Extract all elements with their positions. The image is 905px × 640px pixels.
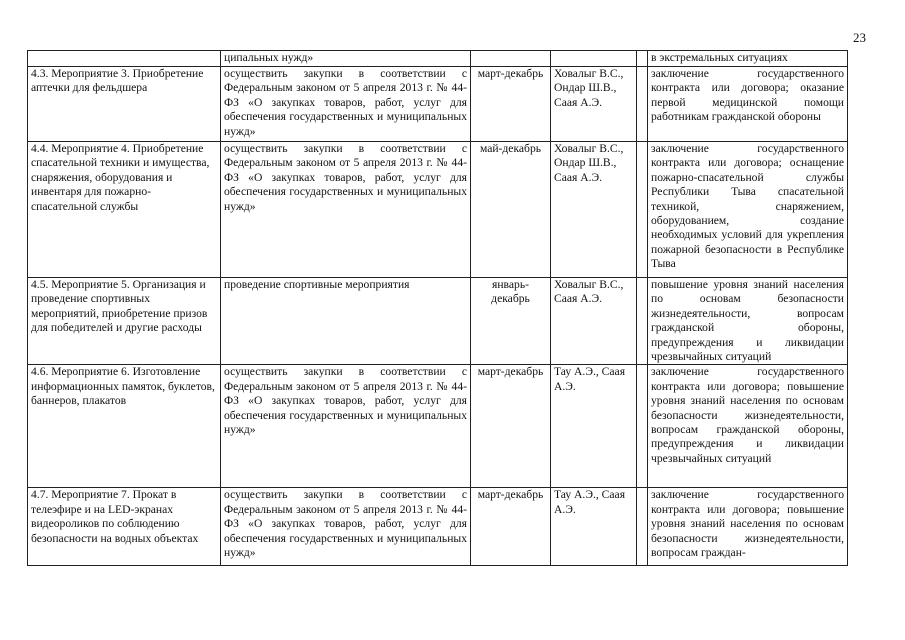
period-cell: март-декабрь	[471, 67, 551, 142]
measure-cell: 4.6. Мероприятие 6. Изготовление информационных памяток, буклетов, баннеров, плакатов	[28, 365, 221, 488]
action-cell: осуществить закупки в соответствии с Федеральным законом от 5 апреля 2013 г. № 44-ФЗ «О закупках товаров, работ, услуг для обеспечения государственных и муниципальных нужд»	[221, 488, 471, 566]
gap-cell	[637, 51, 648, 67]
result-cell: заключение государственного контракта или договора; повышение уровня знаний населения по основам безопасности жизнедеятельности, вопросам граждан-	[648, 488, 848, 566]
gap-cell	[637, 365, 648, 488]
period-cell	[471, 51, 551, 67]
period-cell: май-декабрь	[471, 142, 551, 278]
responsible-cell: Ховалыг В.С., Ондар Ш.В., Саая А.Э.	[551, 142, 637, 278]
result-cell: в экстремальных ситуациях	[648, 51, 848, 67]
gap-cell	[637, 488, 648, 566]
action-cell: осуществить закупки в соответствии с Федеральным законом от 5 апреля 2013 г. № 44-ФЗ «О закупках товаров, работ, услуг для обеспечения государственных и муниципальных нужд»	[221, 67, 471, 142]
period-cell: март-декабрь	[471, 365, 551, 488]
action-cell: проведение спортивные мероприятия	[221, 278, 471, 365]
responsible-cell: Тау А.Э., Саая А.Э.	[551, 365, 637, 488]
responsible-cell: Ховалыг В.С., Саая А.Э.	[551, 278, 637, 365]
measure-cell: 4.7. Мероприятие 7. Прокат в телеэфире и на LED-экранах видеороликов по соблюдению безопасности на водных объектах	[28, 488, 221, 566]
responsible-cell	[551, 51, 637, 67]
result-cell: заключение государственного контракта или договора; повышение уровня знаний населения по основам безопасности жизнедеятельности, вопросам гражданской обороны, предупреждения и ликвидации чрезвычайных ситуаций	[648, 365, 848, 488]
measure-cell: 4.5. Мероприятие 5. Организация и проведение спортивных мероприятий, приобретение призов для победителей и другие расходы	[28, 278, 221, 365]
gap-cell	[637, 278, 648, 365]
measure-cell: 4.3. Мероприятие 3. Приобретение аптечки для фельдшера	[28, 67, 221, 142]
responsible-cell: Ховалыг В.С., Ондар Ш.В., Саая А.Э.	[551, 67, 637, 142]
measure-cell	[28, 51, 221, 67]
table-row	[28, 365, 848, 488]
gap-cell	[637, 67, 648, 142]
page-number: 23	[853, 30, 866, 45]
measure-cell: 4.4. Мероприятие 4. Приобретение спасательной техники и имущества, снаряжения, оборудования и инвентаря для пожарно-спасательной службы	[28, 142, 221, 278]
action-cell: ципальных нужд»	[221, 51, 471, 67]
action-cell: осуществить закупки в соответствии с Федеральным законом от 5 апреля 2013 г. № 44-ФЗ «О закупках товаров, работ, услуг для обеспечения государственных и муниципальных нужд»	[221, 142, 471, 278]
table-row	[28, 142, 848, 278]
table-row	[28, 67, 848, 142]
period-cell: март-декабрь	[471, 488, 551, 566]
result-cell: заключение государственного контракта или договора; оказание первой медицинской помощи работникам гражданской обороны	[648, 67, 848, 142]
table-row-continuation	[28, 51, 848, 67]
responsible-cell: Тау А.Э., Саая А.Э.	[551, 488, 637, 566]
gap-cell	[637, 142, 648, 278]
table-row	[28, 278, 848, 365]
action-cell: осуществить закупки в соответствии с Федеральным законом от 5 апреля 2013 г. № 44-ФЗ «О закупках товаров, работ, услуг для обеспечения государственных и муниципальных нужд»	[221, 365, 471, 488]
table-row	[28, 488, 848, 566]
period-cell: январь-декабрь	[471, 278, 551, 365]
result-cell: заключение государственного контракта или договора; оснащение пожарно-спасательной службы Республики Тыва спасательной техникой, снаряжением, оборудованием, создание необходимых условий для укрепления пожарной безопасности в Республике Тыва	[648, 142, 848, 278]
measures-table	[27, 50, 848, 566]
result-cell: повышение уровня знаний населения по основам безопасности жизнедеятельности, вопросам гражданской обороны, предупреждения и ликвидации чрезвычайных ситуаций	[648, 278, 848, 365]
